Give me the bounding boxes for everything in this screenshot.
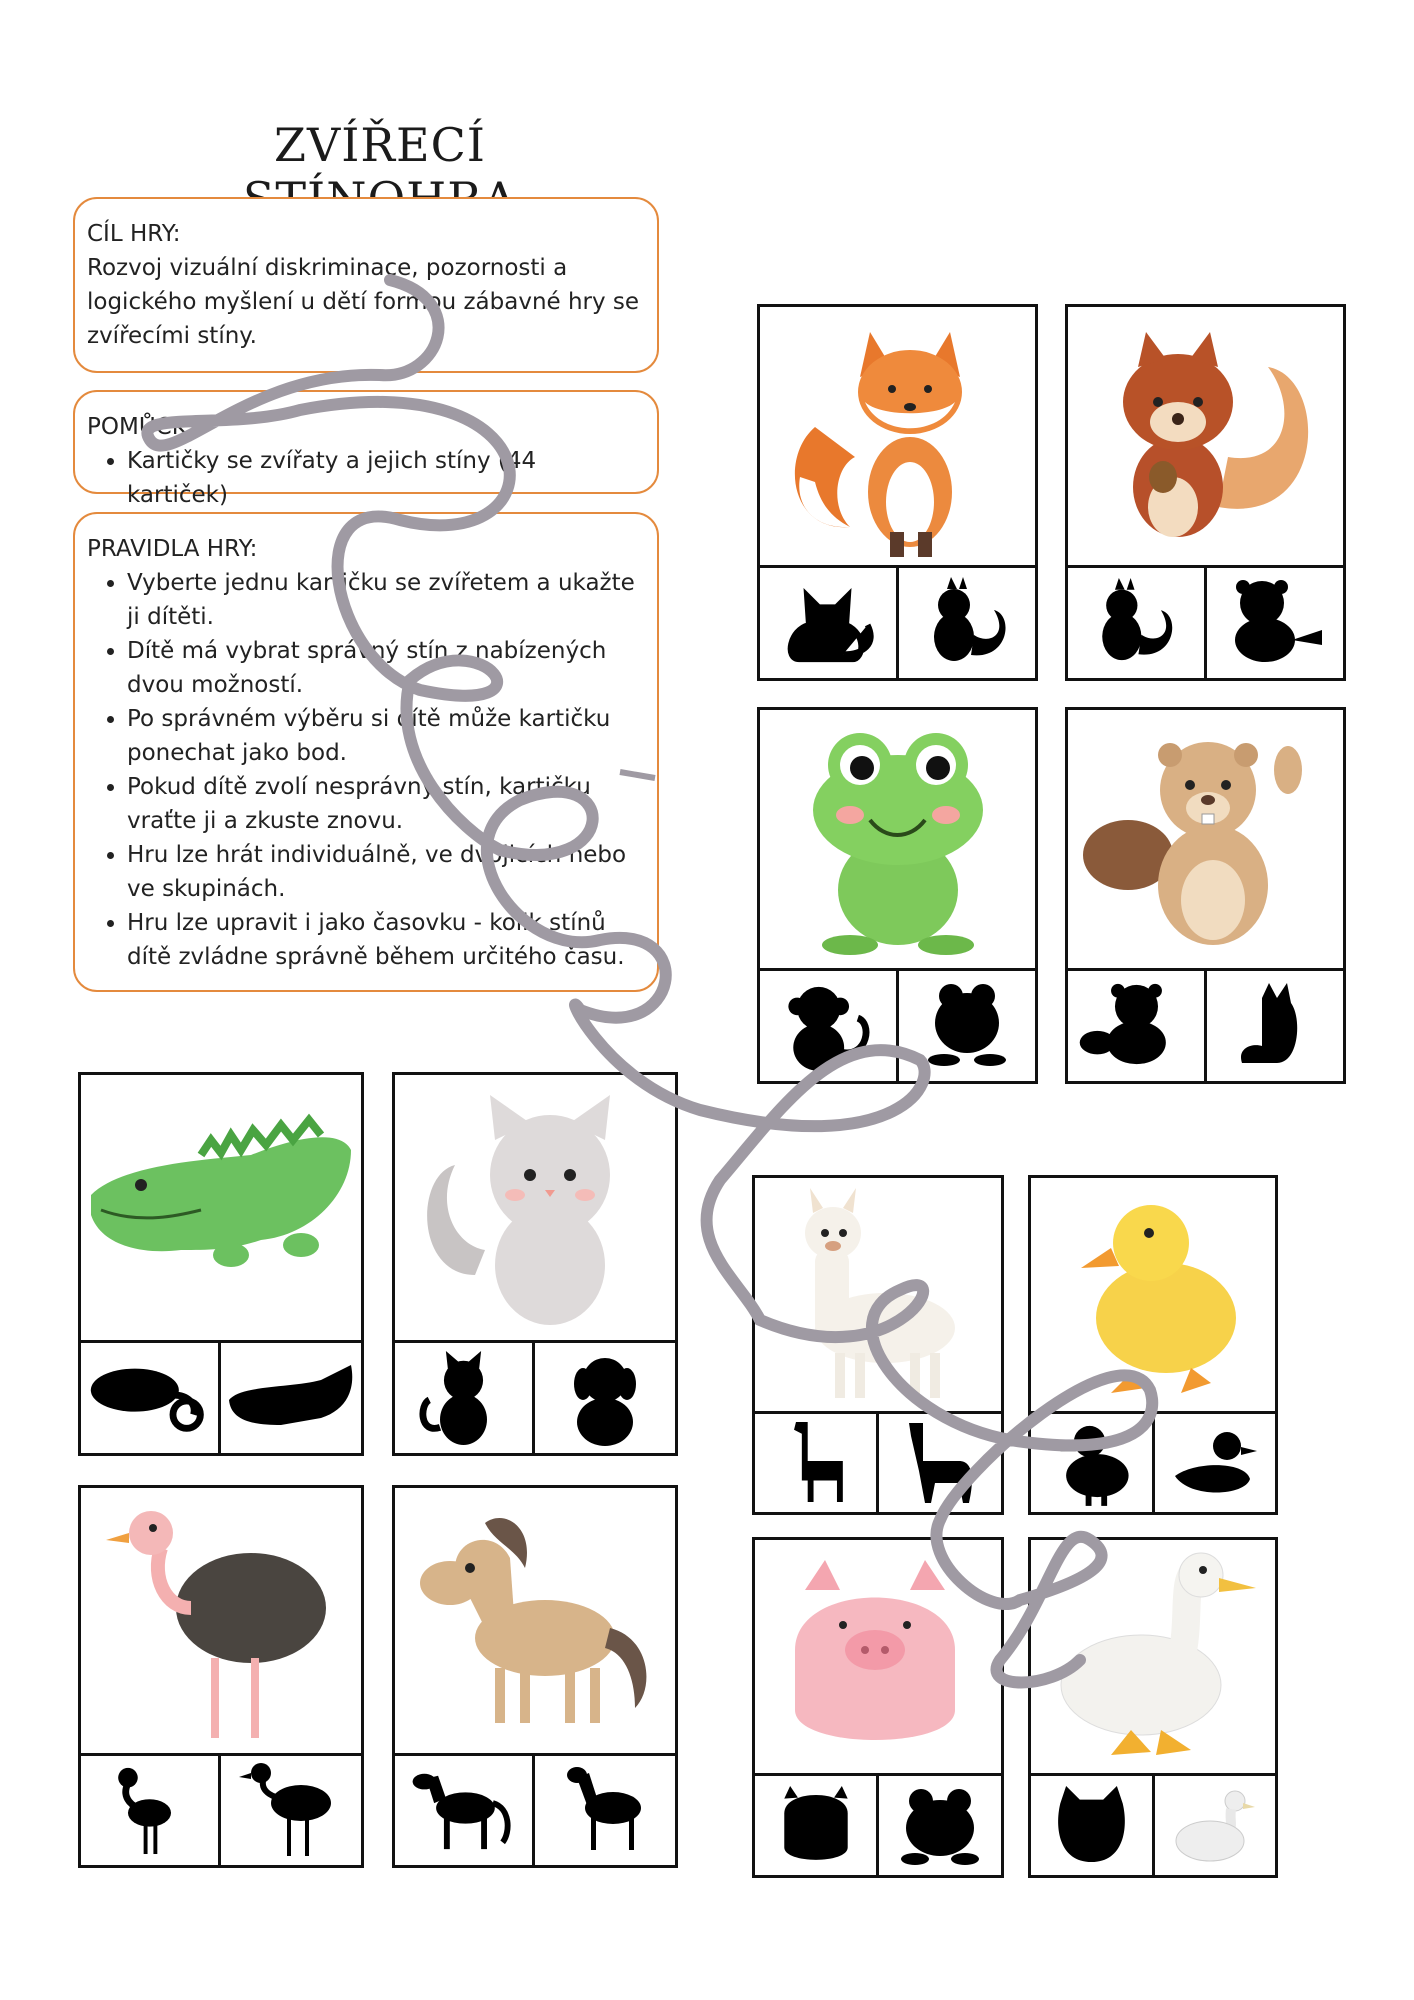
llama-shadow-icon [879,1411,1001,1512]
option-chameleon-shadow[interactable] [81,1340,221,1453]
squirrel-shadow-icon [1068,565,1204,678]
option-llama-shadow[interactable] [879,1411,1001,1512]
tools-box [73,390,659,508]
option-crocodile-shadow[interactable] [221,1340,361,1453]
dog-shadow-icon [535,1340,675,1453]
card-llama[interactable] [752,1175,1004,1515]
option-cat-shadow[interactable] [760,565,899,678]
duckling-picture [1031,1178,1275,1414]
frog-shadow-icon [899,968,1035,1081]
card-fox[interactable] [757,304,1038,681]
list-item: • Vyberte jednu kartičku se zvířetem a ukažte ji dítěti. [127,566,643,634]
fox-shadow-icon [1207,968,1343,1081]
list-item: • Hru lze upravit i jako časovku - kolik stínů dítě zvládne správně během určitého času. [127,906,643,974]
pig-icon [755,1540,1001,1773]
card-cat[interactable] [392,1072,678,1456]
tools-list [87,444,643,512]
goose-picture [1031,1540,1275,1776]
beaver-shadow-icon [1207,565,1343,678]
goose-icon [1031,1540,1275,1773]
option-beaver-shadow[interactable] [1068,968,1207,1081]
option-pig-shadow[interactable] [755,1773,879,1875]
rules-list [87,566,643,974]
fox-picture [760,307,1035,568]
option-frog-shadow[interactable] [899,968,1035,1081]
goal-heading: CÍL HRY: [87,221,181,247]
option-ostrich-shadow[interactable] [221,1753,361,1865]
option-owl-shadow[interactable] [1031,1773,1155,1875]
list-item: • Po správném výběru si dítě může kartičku ponechat jako bod. [127,702,643,770]
pig-picture [755,1540,1001,1776]
beaver-picture [1068,710,1343,971]
frog-shadow-icon [879,1773,1001,1875]
squirrel-shadow-icon [899,565,1035,678]
horse-picture [395,1488,675,1756]
option-dog-shadow[interactable] [535,1340,675,1453]
goal-text: Rozvoj vizuální diskriminace, pozornosti a logického myšlení u dětí formou zábavné hry se zvířecími stíny. [87,255,640,349]
card-ostrich[interactable] [78,1485,364,1868]
duck-shadow-icon [1031,1411,1152,1512]
list-item: • Pokud dítě zvolí nesprávný stín, kartičku vraťte ji a zkuste znovu. [127,770,643,838]
llama-icon [755,1178,1001,1411]
option-giraffe-shadow[interactable] [755,1411,879,1512]
frog-picture [760,710,1035,971]
option-frog-shadow[interactable] [879,1773,1001,1875]
page-title: ZVÍŘECÍ [274,118,486,172]
tools-heading: POMŮCKY: [87,414,205,440]
card-beaver[interactable] [1065,707,1346,1084]
zebra-shadow-icon [535,1753,675,1865]
card-goose[interactable] [1028,1537,1278,1878]
card-squirrel[interactable] [1065,304,1346,681]
goal-box [73,197,659,373]
card-frog[interactable] [757,707,1038,1084]
card-crocodile[interactable] [78,1072,364,1456]
ostrich-icon [81,1488,361,1753]
list-item: • Kartičky se zvířaty a jejich stíny (44 kartiček) [127,444,643,512]
cat-picture [395,1075,675,1343]
frog-icon [760,710,1035,968]
crocodile-picture [81,1075,361,1343]
monkey-shadow-icon [760,968,896,1081]
option-squirrel-shadow[interactable] [1068,565,1207,678]
fox-icon [760,307,1035,565]
option-squirrel-shadow[interactable] [899,565,1035,678]
option-flamingo-shadow[interactable] [81,1753,221,1865]
card-horse[interactable] [392,1485,678,1868]
option-monkey-shadow[interactable] [760,968,899,1081]
cat-icon [395,1075,675,1340]
ostrich-shadow-icon [221,1753,361,1865]
owl-shadow-icon [1031,1773,1152,1875]
rules-box [73,512,659,992]
beaver-icon [1068,710,1343,968]
option-fox-shadow[interactable] [1207,968,1343,1081]
llama-picture [755,1178,1001,1414]
horse-shadow-icon [395,1753,532,1865]
list-item: • Dítě má vybrat správný stín z nabízených dvou možností. [127,634,643,702]
option-goose-outline[interactable] [1155,1773,1275,1875]
crocodile-shadow-icon [221,1340,361,1453]
cat-shadow-icon [395,1340,532,1453]
duck-swimming-shadow-icon [1155,1411,1275,1512]
pig-shadow-icon [755,1773,876,1875]
squirrel-icon [1068,307,1343,565]
option-duck-swimming-shadow[interactable] [1155,1411,1275,1512]
list-item: • Hru lze hrát individuálně, ve dvojicích nebo ve skupinách. [127,838,643,906]
horse-icon [395,1488,675,1753]
duckling-icon [1031,1178,1275,1411]
option-cat-shadow[interactable] [395,1340,535,1453]
option-horse-shadow[interactable] [395,1753,535,1865]
giraffe-shadow-icon [755,1411,876,1512]
cat-shadow-icon [760,565,896,678]
beaver-shadow-icon [1068,968,1204,1081]
chameleon-shadow-icon [81,1340,218,1453]
ostrich-picture [81,1488,361,1756]
option-beaver-shadow[interactable] [1207,565,1343,678]
option-duck-shadow[interactable] [1031,1411,1155,1512]
option-zebra-shadow[interactable] [535,1753,675,1865]
rules-heading: PRAVIDLA HRY: [87,536,258,562]
crocodile-icon [81,1075,361,1340]
squirrel-picture [1068,307,1343,568]
flamingo-shadow-icon [81,1753,218,1865]
goose-outline-icon [1155,1773,1275,1875]
card-duckling[interactable] [1028,1175,1278,1515]
card-pig[interactable] [752,1537,1004,1878]
